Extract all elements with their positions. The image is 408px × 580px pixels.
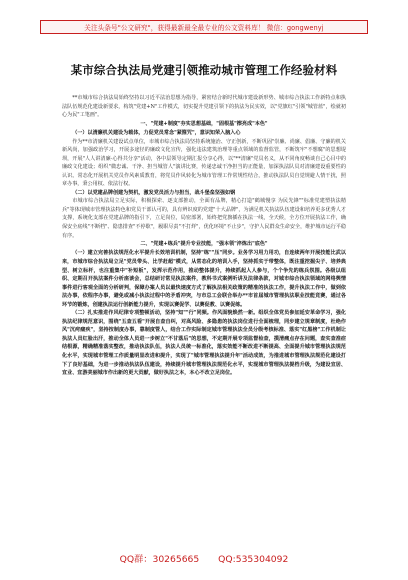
footer-qq-group: QQ群：30265665 xyxy=(119,554,200,565)
document-body xyxy=(62,94,346,526)
footer-contact xyxy=(0,551,408,565)
body-paragraph: 作为**市清廉机关建设试点单位，市城市综合执法局坚持系统施治、守正创新，不断巩固"崇廉、尚廉、倡廉、守廉的机关新风尚，加强政治学习，开展多途径的廉政文化宣传，强化违法建筑治理等重点领域的监督监管，不断筑牢"不想腐"的思想堤坝，开展"人人讲清廉·心得共分享"活动，各中层领导定期汇报分享心得，以"**清廉"党员名义，从不同角度畅谈自己心目中的廉政文化建设；组织"微忠诚、干净、担当城管人"演讲比赛，传递忠诚干净担当的正能量，加深执法队员对清廉建设重要性的认识。常态化开展机关党员作风素质教育，将党员作风转化为城市管理工作常规性结合，推动执法队员自觉规避人情干扰，照章办事，秉公用权、依法行权。 xyxy=(62,138,346,188)
promo-banner xyxy=(40,20,368,34)
section-heading: 二、"党建+练兵"提升专业技能，"强本领"淬炼出"底色" xyxy=(140,241,268,248)
subsection-heading: （一）以清廉机关建设为载体，力促党员常念"紧箍咒"，意识知荣入脑入心 xyxy=(72,129,241,136)
promo-banner-text: 关注头条号"公文研究"，获得最新最全最专业的公文资料库！ 微信：gongwenyj xyxy=(84,24,324,32)
body-paragraph: 市城市综合执法局立足实际，积极探索、逐支部推动，全面有品牌，精心打造"鹤城慢享 为民先锋""标准党建塑执法精兵"等体现城市管理执法特色和党员干部认可的，具有辨识度的党建"十大品牌"，为满足机关执法队伍建设和培养更多优秀人才支撑，系统化支部在党建品牌的指引下，立足岗位，局密部署，始终把党旗插在执法一线，全天候，全方位开展执法工作，确保安全底线"不断档"、隐患排查"不停歇"，履职尽责"不打烊"，优化环境"不止步"，守护人民群众生命安全，维护城市运行平稳有序。 xyxy=(62,198,346,239)
footer-qq: QQ:535304092 xyxy=(218,554,289,565)
section-heading: 一、"党建+制度"夯实思想基础，"固根基"擦亮成"本色" xyxy=(140,121,268,128)
body-paragraph: **市城市综合执法局始终坚持以习近平法治思想为指导，紧密结合新时代城市建设新形势、城市综合执法工作新特点和执法队伍规范化建设新要求，构筑"党建+N"工作模式，切实提升党建引领下的执法为民实效，以"党旗红"引领"城管蓝"，绘就初心为民"工笔画"。 xyxy=(62,95,346,119)
document-title: 某市综合执法局党建引领推动城市管理工作经验材料 xyxy=(70,63,338,77)
subsection-heading: （二）扎实推进作风纪律专项整顿活动，坚持"知""行"同频。作风面貌焕然一新。组织全体党员参加延安革命学习，强化执法纪律规范意识，围绕"五查五看"开展自查自纠，对高风险、多隐患的执法岗位进行全面梳理，同步建立规章制度，杜绝作风"沉疴痼疾"，坚持按制度办事，靠制度管人，结合工作实际制定城市管理执法全员分级考核标准、落实"红黑榜"工作机制让执法人员红脸出汗，推动全体人员进一步树立"不甘落后"的思想，不定期开展专项监督检查，摸清痛点存在问题，查实查准症结根源，精确精准落实整改，推动执法队伍，执法人员统一标准化，落实效能不断改进不断提高、全面提升城市管理执法规范化水平，实现城市管理工作质量明显改进和提升，实现了"城市管理执法提升年"活动成效，为推进城市管理执法规范化建设打下了良好基础，为进一步推动执法队伍建设，持续提升城市管理执法规范化水平，实现城市管理执法提档升级，为建设宜居、宜业、宜游美丽城市作出新的更大贡献，做好执法之本，本心不改立足岗位。 xyxy=(62,310,346,377)
subsection-heading: （二）以党建品牌创建为契机，激发党员活力与担当，战斗堡垒坚强如钢 xyxy=(72,189,236,196)
subsection-heading: （一）建立完善执法规范化水平提升长效培训机制，坚持"练""压"同步。业务学习用力用功，自连续两年开展技能比武以来，市城市综合执法局立足"党员带头、比学赶超"模式，从常态化的培训入手，坚持抓实于带整体，既注重挖掘尖子、培养典型、树立标杆，也注重集中"补短板"，发挥示范作用，推动整体提升，持续抓起人人参与，个个争先的练兵氛围。各级以组织、定期召开执法案件分析座谈会，总结研讨常见执法案件，教科书式案例听讲及法律条款，对城市综合执法领域的网络舆情事件进行客观全面的分析研判，保障办案人员以最快速度方式了解执法相关政策的精准的执法工作，提升执法工作中，做到依法办事，依程序办事，避免或减小执法过程中的矛盾冲突，与市总工会联合举办**市首届城市管理执法职业技能竞赛，通过各环节的锻炼，创建执法运行创新能力提升，实现以赛促学、以赛促教、以赛促练。 xyxy=(62,250,346,308)
